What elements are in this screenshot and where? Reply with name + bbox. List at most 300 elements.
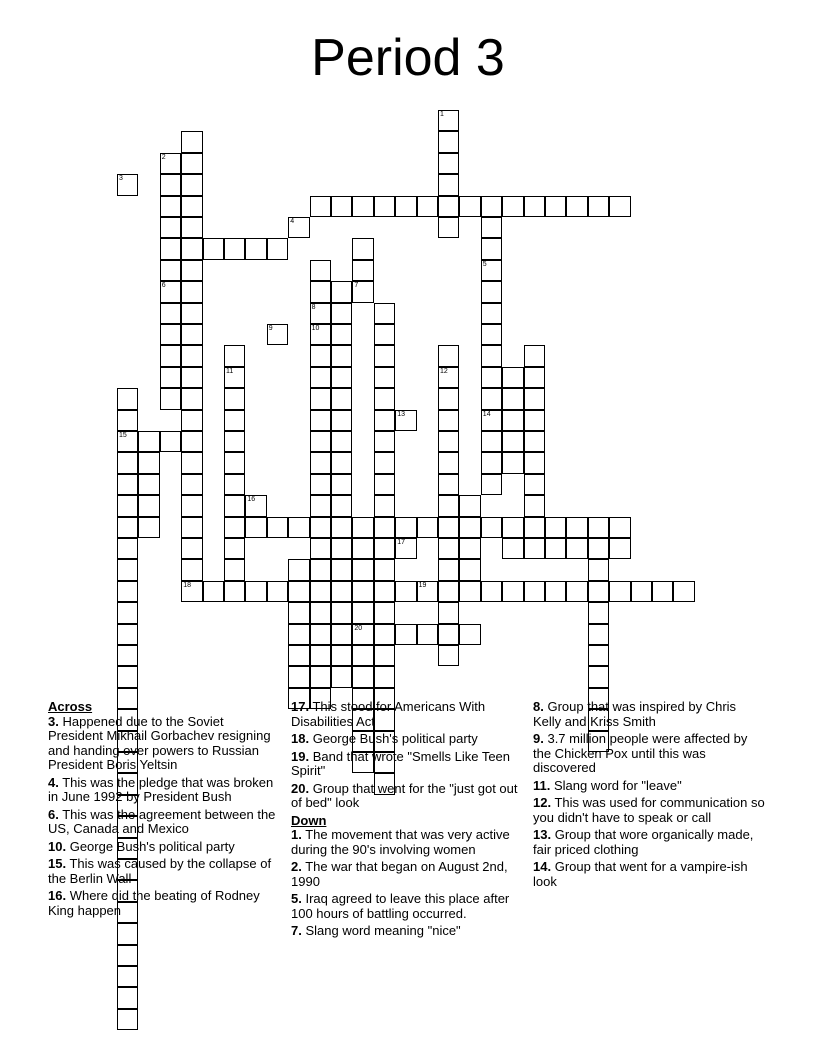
crossword-cell[interactable] <box>288 602 309 623</box>
crossword-cell[interactable] <box>395 624 416 645</box>
crossword-cell[interactable] <box>181 517 202 538</box>
crossword-cell[interactable] <box>310 581 331 602</box>
crossword-cell[interactable] <box>160 196 181 217</box>
crossword-cell[interactable] <box>438 196 459 217</box>
crossword-cell[interactable] <box>609 581 630 602</box>
crossword-cell[interactable] <box>545 196 566 217</box>
clue-number: 17. <box>291 699 310 714</box>
crossword-cell[interactable] <box>417 581 438 602</box>
crossword-cell[interactable] <box>181 345 202 366</box>
crossword-cell[interactable] <box>203 238 224 259</box>
crossword-cell[interactable] <box>609 517 630 538</box>
crossword-cell[interactable] <box>609 538 630 559</box>
crossword-cell[interactable] <box>673 581 694 602</box>
across-heading: Across <box>48 699 93 714</box>
crossword-cell[interactable] <box>352 602 373 623</box>
crossword-cell[interactable] <box>566 538 587 559</box>
crossword-cell[interactable] <box>117 923 138 944</box>
clue-text: Slang word for "leave" <box>553 777 682 793</box>
crossword-cell[interactable] <box>117 517 138 538</box>
crossword-cell[interactable] <box>310 281 331 302</box>
cell-number: 18 <box>183 581 191 589</box>
crossword-cell[interactable] <box>438 388 459 409</box>
crossword-cell[interactable] <box>459 624 480 645</box>
crossword-cell[interactable] <box>395 517 416 538</box>
crossword-cell[interactable] <box>138 517 159 538</box>
crossword-cell[interactable] <box>181 281 202 302</box>
crossword-cell[interactable] <box>481 345 502 366</box>
crossword-cell[interactable] <box>502 388 523 409</box>
crossword-cell[interactable] <box>524 517 545 538</box>
crossword-cell[interactable] <box>459 495 480 516</box>
crossword-cell[interactable] <box>481 452 502 473</box>
crossword-cell[interactable] <box>181 174 202 195</box>
crossword-cell[interactable] <box>438 131 459 152</box>
crossword-cell[interactable] <box>160 324 181 345</box>
crossword-cell[interactable] <box>310 624 331 645</box>
crossword-cell[interactable] <box>374 517 395 538</box>
crossword-cell[interactable] <box>352 581 373 602</box>
crossword-cell[interactable] <box>181 238 202 259</box>
crossword-cell[interactable] <box>224 581 245 602</box>
crossword-cell[interactable] <box>331 474 352 495</box>
crossword-cell[interactable] <box>352 260 373 281</box>
clue-item <box>48 715 280 773</box>
crossword-cell[interactable] <box>395 196 416 217</box>
cell-number: 2 <box>161 153 166 161</box>
crossword-cell[interactable] <box>331 281 352 302</box>
crossword-cell[interactable] <box>459 581 480 602</box>
crossword-cell[interactable] <box>310 431 331 452</box>
crossword-cell[interactable] <box>481 474 502 495</box>
crossword-cell[interactable] <box>588 645 609 666</box>
crossword-cell[interactable] <box>160 367 181 388</box>
crossword-cell[interactable] <box>566 517 587 538</box>
crossword-cell[interactable] <box>331 388 352 409</box>
clue-number: 3. <box>48 713 59 729</box>
crossword-cell[interactable] <box>117 474 138 495</box>
crossword-cell[interactable] <box>352 517 373 538</box>
crossword-cell[interactable] <box>224 495 245 516</box>
crossword-cell[interactable] <box>117 645 138 666</box>
crossword-cell[interactable] <box>374 367 395 388</box>
crossword-cell[interactable] <box>224 431 245 452</box>
crossword-cell[interactable] <box>331 345 352 366</box>
crossword-cell[interactable] <box>267 324 288 345</box>
crossword-cell[interactable] <box>352 238 373 259</box>
clue-item <box>291 732 527 747</box>
crossword-cell[interactable] <box>352 281 373 302</box>
crossword-cell[interactable] <box>245 495 266 516</box>
crossword-cell[interactable] <box>374 196 395 217</box>
crossword-cell[interactable] <box>481 281 502 302</box>
crossword-cell[interactable] <box>588 666 609 687</box>
clue-item <box>291 828 527 857</box>
crossword-cell[interactable] <box>438 345 459 366</box>
crossword-cell[interactable] <box>181 410 202 431</box>
crossword-cell[interactable] <box>310 410 331 431</box>
crossword-cell[interactable] <box>374 602 395 623</box>
crossword-cell[interactable] <box>374 431 395 452</box>
crossword-cell[interactable] <box>160 431 181 452</box>
crossword-cell[interactable] <box>395 538 416 559</box>
crossword-cell[interactable] <box>374 559 395 580</box>
clue-text: 3.7 million people were affected by the Chicken Pox until this was discovered <box>533 731 748 775</box>
page-title: Period 3 <box>311 29 505 87</box>
cell-number: 5 <box>482 260 487 268</box>
crossword-cell[interactable] <box>374 303 395 324</box>
crossword-cell[interactable] <box>331 324 352 345</box>
crossword-cell[interactable] <box>438 410 459 431</box>
crossword-cell[interactable] <box>160 153 181 174</box>
crossword-cell[interactable] <box>459 559 480 580</box>
crossword-cell[interactable] <box>181 559 202 580</box>
crossword-cell[interactable] <box>288 217 309 238</box>
crossword-cell[interactable] <box>310 388 331 409</box>
crossword-cell[interactable] <box>374 495 395 516</box>
crossword-cell[interactable] <box>438 559 459 580</box>
crossword-cell[interactable] <box>117 410 138 431</box>
crossword-cell[interactable] <box>181 452 202 473</box>
crossword-cell[interactable] <box>352 624 373 645</box>
crossword-cell[interactable] <box>417 196 438 217</box>
crossword-cell[interactable] <box>524 388 545 409</box>
crossword-cell[interactable] <box>310 559 331 580</box>
crossword-cell[interactable] <box>481 388 502 409</box>
cell-number: 12 <box>440 367 448 375</box>
crossword-cell[interactable] <box>331 559 352 580</box>
clue-number: 1. <box>291 827 302 842</box>
crossword-cell[interactable] <box>566 196 587 217</box>
crossword-cell[interactable] <box>224 517 245 538</box>
crossword-cell[interactable] <box>331 303 352 324</box>
crossword-cell[interactable] <box>352 645 373 666</box>
clue-number: 9. <box>533 731 544 746</box>
crossword-cell[interactable] <box>481 196 502 217</box>
cell-number: 15 <box>119 432 127 439</box>
crossword-cell[interactable] <box>181 324 202 345</box>
crossword-cell[interactable] <box>481 517 502 538</box>
crossword-cell[interactable] <box>117 966 138 987</box>
crossword-cell[interactable] <box>331 624 352 645</box>
down-heading: Down <box>291 812 327 828</box>
crossword-cell[interactable] <box>181 431 202 452</box>
crossword-cell[interactable] <box>310 602 331 623</box>
crossword-cell[interactable] <box>438 367 459 388</box>
clue-text: Group that wore organically made, fair priced clothing <box>533 827 754 857</box>
crossword-cell[interactable] <box>310 324 331 345</box>
crossword-cell[interactable] <box>524 452 545 473</box>
crossword-cell[interactable] <box>310 196 331 217</box>
crossword-cell[interactable] <box>224 410 245 431</box>
crossword-cell[interactable] <box>310 517 331 538</box>
crossword-cell[interactable] <box>310 452 331 473</box>
crossword-cell[interactable] <box>310 260 331 281</box>
crossword-cell[interactable] <box>224 452 245 473</box>
crossword-cell[interactable] <box>459 196 480 217</box>
crossword-cell[interactable] <box>224 388 245 409</box>
crossword-cell[interactable] <box>310 666 331 687</box>
crossword-cell[interactable] <box>524 581 545 602</box>
crossword-cell[interactable] <box>524 474 545 495</box>
crossword-cell[interactable] <box>160 174 181 195</box>
cell-number: 17 <box>397 539 405 546</box>
clue-number: 2. <box>291 859 302 874</box>
crossword-cell[interactable] <box>438 538 459 559</box>
crossword-cell[interactable] <box>310 367 331 388</box>
clue-text: George Bush's political party <box>69 838 235 854</box>
crossword-cell[interactable] <box>117 388 138 409</box>
crossword-cell[interactable] <box>502 538 523 559</box>
crossword-cell[interactable] <box>374 324 395 345</box>
crossword-cell[interactable] <box>438 602 459 623</box>
crossword-cell[interactable] <box>181 495 202 516</box>
crossword-cell[interactable] <box>609 196 630 217</box>
crossword-cell[interactable] <box>566 581 587 602</box>
crossword-cell[interactable] <box>481 410 502 431</box>
crossword-cell[interactable] <box>331 431 352 452</box>
crossword-cell[interactable] <box>374 410 395 431</box>
crossword-cell[interactable] <box>267 238 288 259</box>
crossword-cell[interactable] <box>117 559 138 580</box>
crossword-cell[interactable] <box>459 538 480 559</box>
crossword-cell[interactable] <box>524 431 545 452</box>
clue-number: 7. <box>291 923 302 938</box>
crossword-cell[interactable] <box>181 131 202 152</box>
crossword-cell[interactable] <box>138 495 159 516</box>
crossword-cell[interactable] <box>481 260 502 281</box>
crossword-cell[interactable] <box>117 945 138 966</box>
crossword-cell[interactable] <box>288 581 309 602</box>
crossword-cell[interactable] <box>181 303 202 324</box>
crossword-cell[interactable] <box>117 581 138 602</box>
clue-item <box>291 782 527 811</box>
crossword-cell[interactable] <box>160 217 181 238</box>
crossword-cell[interactable] <box>374 474 395 495</box>
clue-number: 20. <box>291 780 310 796</box>
clue-item <box>533 700 765 729</box>
clue-item <box>291 750 527 779</box>
crossword-cell[interactable] <box>331 367 352 388</box>
crossword-cell[interactable] <box>588 559 609 580</box>
crossword-cell[interactable] <box>438 452 459 473</box>
crossword-cell[interactable] <box>117 624 138 645</box>
crossword-cell[interactable] <box>181 388 202 409</box>
crossword-cell[interactable] <box>631 581 652 602</box>
crossword-cell[interactable] <box>588 538 609 559</box>
crossword-cell[interactable] <box>588 581 609 602</box>
crossword-cell[interactable] <box>652 581 673 602</box>
crossword-cell[interactable] <box>245 517 266 538</box>
crossword-cell[interactable] <box>352 559 373 580</box>
crossword-cell[interactable] <box>224 238 245 259</box>
clue-item <box>291 892 527 921</box>
crossword-cell[interactable] <box>224 538 245 559</box>
crossword-cell[interactable] <box>438 431 459 452</box>
crossword-cell[interactable] <box>588 517 609 538</box>
crossword-cell[interactable] <box>438 153 459 174</box>
clues-column-3 <box>533 700 765 892</box>
crossword-cell[interactable] <box>160 303 181 324</box>
crossword-cell[interactable] <box>181 260 202 281</box>
crossword-cell[interactable] <box>331 645 352 666</box>
crossword-cell[interactable] <box>331 538 352 559</box>
crossword-cell[interactable] <box>588 602 609 623</box>
crossword-cell[interactable] <box>459 517 480 538</box>
crossword-cell[interactable] <box>374 581 395 602</box>
crossword-cell[interactable] <box>310 538 331 559</box>
crossword-cell[interactable] <box>374 452 395 473</box>
crossword-cell[interactable] <box>352 196 373 217</box>
crossword-cell[interactable] <box>481 238 502 259</box>
crossword-cell[interactable] <box>438 174 459 195</box>
crossword-cell[interactable] <box>117 174 138 195</box>
crossword-cell[interactable] <box>524 495 545 516</box>
crossword-cell[interactable] <box>267 517 288 538</box>
crossword-cell[interactable] <box>545 517 566 538</box>
crossword-cell[interactable] <box>374 538 395 559</box>
crossword-cell[interactable] <box>138 474 159 495</box>
crossword-cell[interactable] <box>331 602 352 623</box>
clue-text: Group that went for the "just got out of bed" look <box>291 780 518 810</box>
crossword-cell[interactable] <box>203 581 224 602</box>
crossword-cell[interactable] <box>181 217 202 238</box>
crossword-cell[interactable] <box>374 666 395 687</box>
crossword-cell[interactable] <box>331 196 352 217</box>
crossword-cell[interactable] <box>331 666 352 687</box>
crossword-cell[interactable] <box>331 581 352 602</box>
crossword-cell[interactable] <box>588 196 609 217</box>
clue-number: 19. <box>291 748 310 764</box>
crossword-cell[interactable] <box>117 666 138 687</box>
crossword-cell[interactable] <box>224 559 245 580</box>
crossword-cell[interactable] <box>160 281 181 302</box>
clue-text: George Bush's political party <box>312 731 478 746</box>
crossword-cell[interactable] <box>545 538 566 559</box>
crossword-cell[interactable] <box>117 452 138 473</box>
crossword-cell[interactable] <box>267 581 288 602</box>
crossword-cell[interactable] <box>481 303 502 324</box>
crossword-cell[interactable] <box>352 538 373 559</box>
crossword-cell[interactable] <box>481 217 502 238</box>
clue-text: This was caused by the collapse of the Berlin Wall <box>48 856 272 886</box>
crossword-cell[interactable] <box>524 538 545 559</box>
crossword-cell[interactable] <box>438 110 459 131</box>
crossword-cell[interactable] <box>374 624 395 645</box>
crossword-cell[interactable] <box>288 645 309 666</box>
cell-number: 20 <box>354 624 363 632</box>
crossword-cell[interactable] <box>331 452 352 473</box>
clue-number: 14. <box>533 859 552 874</box>
crossword-cell[interactable] <box>545 581 566 602</box>
crossword-cell[interactable] <box>438 645 459 666</box>
crossword-cell[interactable] <box>181 196 202 217</box>
crossword-cell[interactable] <box>181 367 202 388</box>
crossword-cell[interactable] <box>138 431 159 452</box>
crossword-cell[interactable] <box>502 452 523 473</box>
crossword-cell[interactable] <box>502 410 523 431</box>
crossword-cell[interactable] <box>438 474 459 495</box>
crossword-cell[interactable] <box>310 303 331 324</box>
crossword-cell[interactable] <box>417 517 438 538</box>
crossword-cell[interactable] <box>117 602 138 623</box>
crossword-cell[interactable] <box>138 452 159 473</box>
crossword-cell[interactable] <box>160 388 181 409</box>
crossword-cell[interactable] <box>181 153 202 174</box>
crossword-cell[interactable] <box>310 345 331 366</box>
crossword-cell[interactable] <box>160 238 181 259</box>
crossword-cell[interactable] <box>481 431 502 452</box>
crossword-cell[interactable] <box>160 260 181 281</box>
crossword-cell[interactable] <box>438 217 459 238</box>
crossword-cell[interactable] <box>288 666 309 687</box>
crossword-cell[interactable] <box>502 367 523 388</box>
crossword-cell[interactable] <box>395 581 416 602</box>
crossword-cell[interactable] <box>310 474 331 495</box>
crossword-cell[interactable] <box>310 645 331 666</box>
crossword-cell[interactable] <box>245 238 266 259</box>
crossword-cell[interactable] <box>374 345 395 366</box>
crossword-cell[interactable] <box>245 581 266 602</box>
crossword-cell[interactable] <box>417 624 438 645</box>
crossword-cell[interactable] <box>395 410 416 431</box>
crossword-cell[interactable] <box>352 666 373 687</box>
crossword-cell[interactable] <box>524 410 545 431</box>
crossword-cell[interactable] <box>224 345 245 366</box>
crossword-cell[interactable] <box>524 367 545 388</box>
crossword-cell[interactable] <box>374 388 395 409</box>
crossword-cell[interactable] <box>438 581 459 602</box>
crossword-cell[interactable] <box>502 581 523 602</box>
crossword-cell[interactable] <box>288 517 309 538</box>
clue-item <box>533 796 765 825</box>
clue-text: Iraq agreed to leave this place after 100 hours of battling occurred. <box>291 891 510 921</box>
crossword-cell[interactable] <box>224 474 245 495</box>
crossword-cell[interactable] <box>288 624 309 645</box>
crossword-cell[interactable] <box>288 559 309 580</box>
crossword-cell[interactable] <box>524 196 545 217</box>
crossword-cell[interactable] <box>181 581 202 602</box>
crossword-cell[interactable] <box>374 645 395 666</box>
crossword-cell[interactable] <box>160 345 181 366</box>
crossword-cell[interactable] <box>181 538 202 559</box>
crossword-cell[interactable] <box>117 1009 138 1030</box>
crossword-cell[interactable] <box>481 581 502 602</box>
crossword-cell[interactable] <box>438 495 459 516</box>
crossword-cell[interactable] <box>502 196 523 217</box>
crossword-cell[interactable] <box>502 431 523 452</box>
crossword-cell[interactable] <box>181 474 202 495</box>
crossword-cell[interactable] <box>331 495 352 516</box>
crossword-cell[interactable] <box>310 495 331 516</box>
crossword-cell[interactable] <box>117 987 138 1008</box>
crossword-cell[interactable] <box>117 431 138 452</box>
crossword-cell[interactable] <box>117 495 138 516</box>
crossword-cell[interactable] <box>117 538 138 559</box>
crossword-cell[interactable] <box>502 517 523 538</box>
cell-number: 7 <box>354 282 359 290</box>
crossword-cell[interactable] <box>524 345 545 366</box>
crossword-cell[interactable] <box>224 367 245 388</box>
crossword-cell[interactable] <box>588 624 609 645</box>
crossword-cell[interactable] <box>438 517 459 538</box>
crossword-cell[interactable] <box>481 324 502 345</box>
crossword-cell[interactable] <box>331 410 352 431</box>
crossword-cell[interactable] <box>438 624 459 645</box>
crossword-cell[interactable] <box>481 367 502 388</box>
clue-item <box>48 808 280 837</box>
crossword-cell[interactable] <box>331 517 352 538</box>
